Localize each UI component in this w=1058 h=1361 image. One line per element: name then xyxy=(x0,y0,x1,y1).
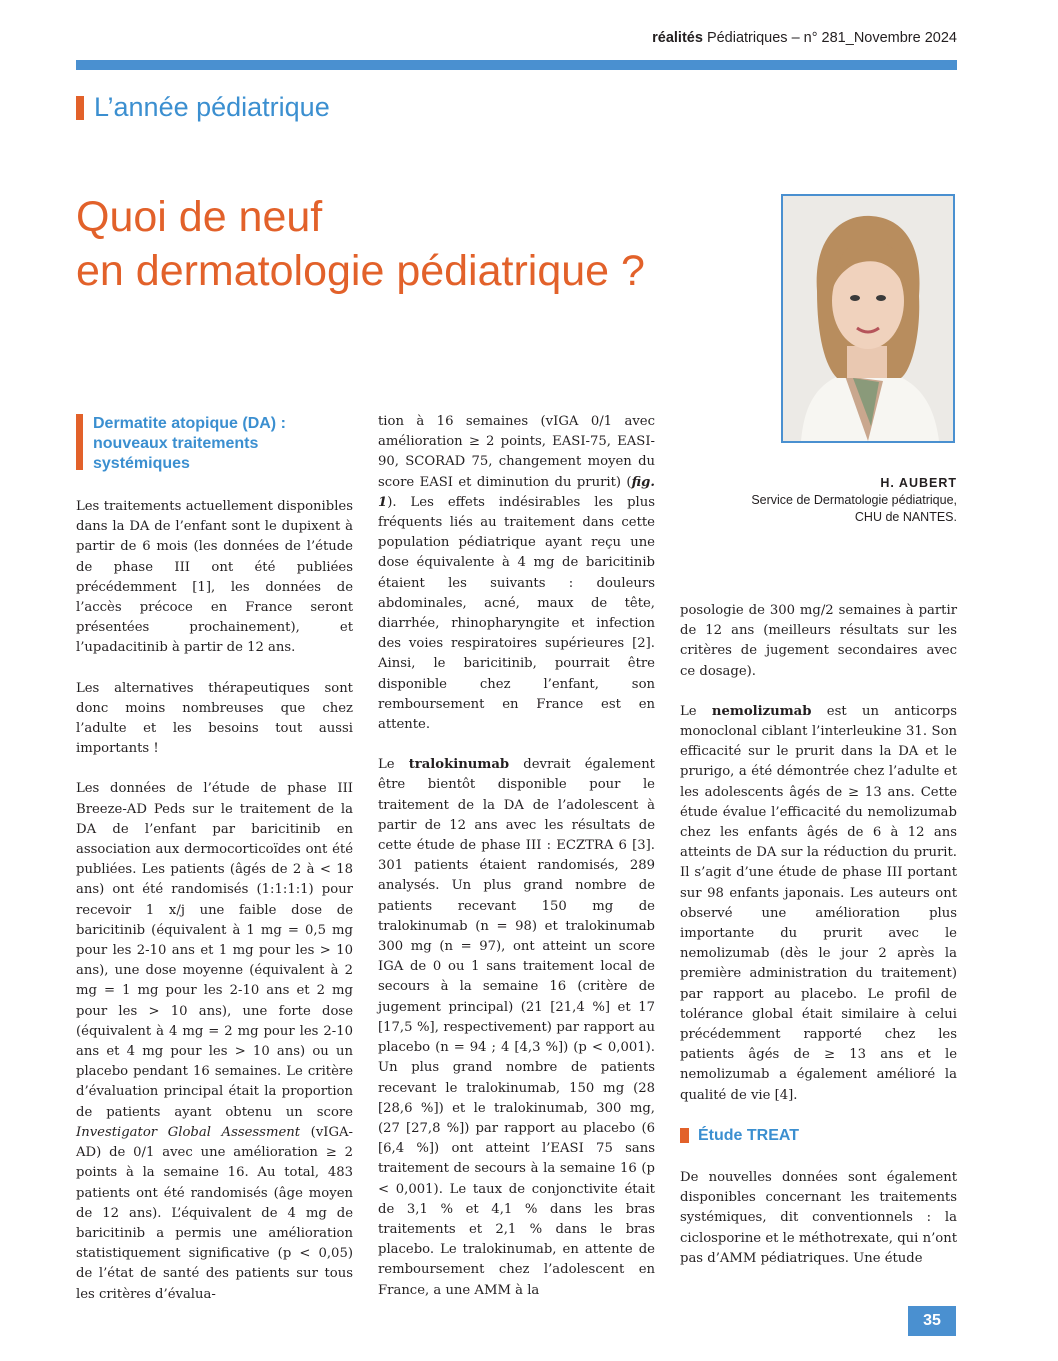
header-rule xyxy=(76,60,957,70)
paragraph: Le tralokinumab devrait également être bientôt disponible pour le traitement de la DA de l’adolescent à partir de 12 ans avec les résultats de cette étude de phase III : ECZTRA 6 [3]. 301 patients étaient randomisés, 289 analysés. Un plus grand nombre de patients recevant 150 mg de tralokinumab (n = 98) et tralokinumab 300 mg (n = 97), ont atteint un score IGA de 0 ou 1 sans traitement local de secours à la semaine 16 (critère de jugement principal) (21 [21,4 %] et 17 [17,5 %], respectivement) par rapport au placebo (n = 94 ; 4 [4,3 %]) (p < 0,001). Un plus grand nombre de patients recevant le tralokinumab, 150 mg (28 [28,6 %]) et le tralokinumab, 300 mg, (27 [27,8 %]) par rapport au placebo (6 [6,4 %]) ont atteint l’EASI 75 sans traitement de secours à la semaine 16 (p < 0,001). Le taux de conjonctivite était de 3,1 % et 4,1 % dans les bras traitements et 2,1 % dans le bras placebo. Le tralokinumab, en attente de remboursement chez l’adolescent en France, a une AMM à la xyxy=(378,757,655,1298)
text-column-2 xyxy=(378,412,655,1321)
title-line-2: en dermatologie pédiatrique ? xyxy=(76,247,645,295)
paragraph: Les données de l’étude de phase III Breeze-AD Peds sur le traitement de la DA de l’enfant par baricitinib en association aux dermocorticoïdes ont été publiées. Les patients (âgés de 2 à < 18 ans) ont été randomisés (1:1:1:1) pour recevoir 1 x/j une faible dose de baricitinib (équivalent à 1 mg = 0,5 mg pour les 2-10 ans et 1 mg pour les > 10 ans), une dose moyenne (équivalent à 2 mg = 1 mg pour les 2-10 ans et 2 mg pour les > 10 ans), une forte dose (équivalent à 4 mg = 2 mg pour les 2-10 ans et 4 mg pour les > 10 ans) ou un placebo pendant 16 semaines. Le critère d’évaluation principal était la proportion de patients ayant obtenu un score Investigator Global Assessment (vIGA-AD) de 0/1 avec une amélioration ≥ 2 points à la semaine 16. Au total, 483 patients ont été randomisés (âge moyen de 12 ans). L’équivalent de 4 mg de baricitinib a permis une amélioration statistiquement significative (p < 0,05) de l’état de santé des patients sur tous les critères d’évalua- xyxy=(76,781,354,1302)
paragraph: Les traitements actuellement disponibles dans la DA de l’enfant sont le dupixent à partir de 6 mois (les données de l’étude de phase III ont été publiées précédemment [1], les données de l’accès précoce en France seront présentées prochainement), et l’upadacitinib à partir de 12 ans. xyxy=(76,499,353,656)
subheading-atopic-dermatitis xyxy=(76,414,323,474)
author-affiliation-2: CHU de NANTES. xyxy=(854,510,957,524)
subheading-treat-study xyxy=(680,1126,957,1146)
journal-brand: réalités xyxy=(652,30,703,46)
author-affiliation-1: Service de Dermatologie pédiatrique, xyxy=(751,493,957,507)
title-line-1: Quoi de neuf xyxy=(76,193,323,241)
section-label xyxy=(76,92,330,123)
paragraph: Les alternatives thérapeutiques sont donc moins nombreuses que chez l’adulte et les besoins tout aussi importants ! xyxy=(76,680,353,757)
subheading-text: Étude TREAT xyxy=(698,1126,800,1144)
author-name: H. AUBERT xyxy=(880,476,957,490)
section-title: L’année pédiatrique xyxy=(94,92,330,122)
author-block xyxy=(751,475,957,526)
subheading-text: Dermatite atopique (DA) : nouveaux traitements systémiques xyxy=(93,415,286,472)
paragraph: tion à 16 semaines (vIGA 0/1 avec amélioration ≥ 2 points, EASI-75, EASI-90, SCORAD 75, changement moyen du score EASI et diminution du prurit) (fig. 1). Les effets indésirables les plus fréquents liés au traitement dans cette population pédiatrique ayant reçu une dose équivalente à 4 mg de baricitinib étaient les suivants : douleurs abdominales, acné, maux de tête, diarrhée, rhinopharyngite et infection des voies respiratoires supérieures [2]. Ainsi, le baricitinib, pourrait être disponible chez l’enfant, son remboursement en France est en attente. xyxy=(378,414,655,733)
section-marker xyxy=(76,96,84,120)
article-title xyxy=(76,190,645,298)
subheading-marker xyxy=(680,1128,689,1143)
paragraph: De nouvelles données sont également disponibles concernant les traitements systémiques, dit conventionnels : la ciclosporine et le méthotrexate, qui n’ont pas d’AMM pédiatriques. Une étude xyxy=(680,1170,957,1266)
drug-name: nemolizumab xyxy=(711,703,812,719)
subheading-marker xyxy=(76,414,83,470)
paragraph: Le nemolizumab est un anticorps monoclonal ciblant l’interleukine 31. Son efficacité sur le prurit dans la DA et le prurigo, a été démontrée chez l’adulte et les adolescents âgés de ≥ 13 ans. Cette étude évalue l’efficacité du nemolizumab chez les enfants âgés de 6 à 12 ans atteints de DA sur la réduction du prurit. Il s’agit d’une étude de phase III portant sur 98 enfants japonais. Les auteurs ont observé une amélioration plus importante du prurit avec le nemolizumab (dès le jour 2 après la première administration du traitement) par rapport au placebo. Le profil de tolérance global était similaire à celui précédemment rapporté chez les patients âgés de ≥ 13 ans et le nemolizumab a également amélioré la qualité de vie [4]. xyxy=(680,703,957,1103)
page-number: 35 xyxy=(908,1306,956,1336)
paragraph: posologie de 300 mg/2 semaines à partir de 12 ans (meilleurs résultats sur les critères de jugement secondaires avec ce dosage). xyxy=(680,603,957,679)
running-header xyxy=(652,30,957,46)
author-photo xyxy=(781,194,955,443)
text-column-1 xyxy=(76,497,353,1325)
text-column-3 xyxy=(680,601,957,1289)
journal-issue: Pédiatriques – n° 281_Novembre 2024 xyxy=(706,30,957,46)
figure-reference: fig. 1 xyxy=(378,474,655,510)
drug-name: tralokinumab xyxy=(408,757,510,773)
